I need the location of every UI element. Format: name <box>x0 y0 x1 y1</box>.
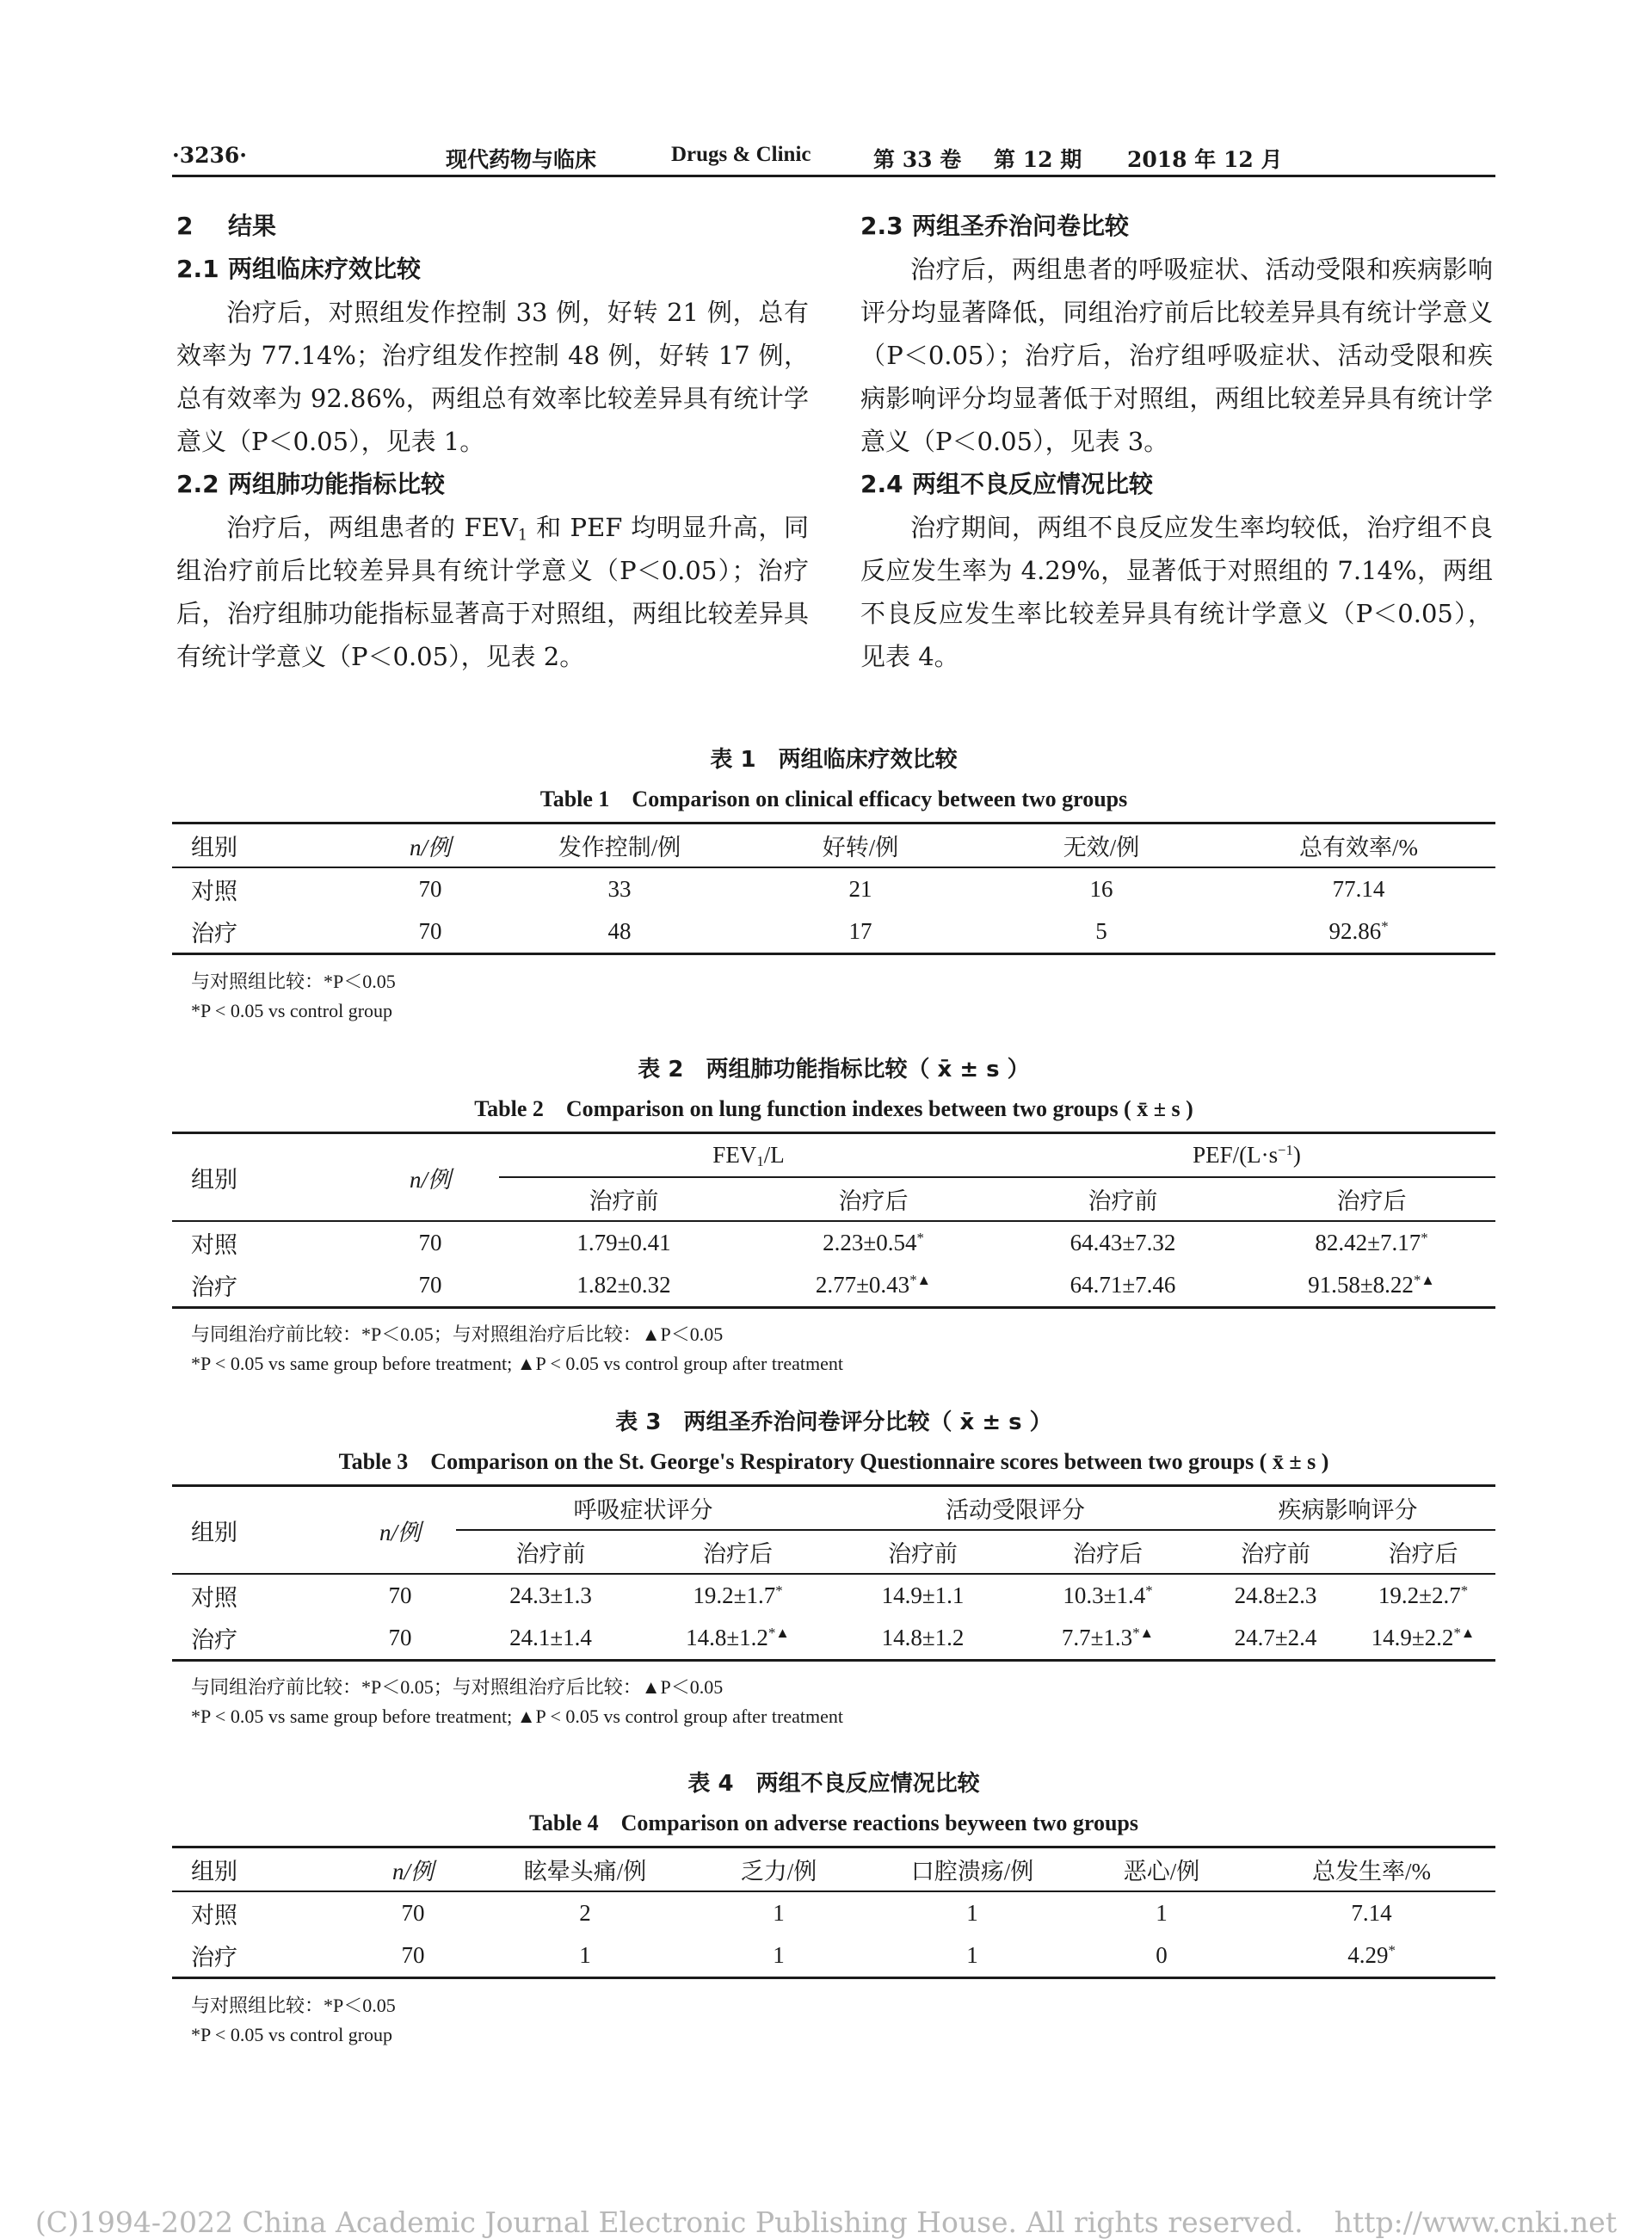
table-row: 治疗 70 24.1±1.4 14.8±1.2*▲ 14.8±1.2 7.7±1.3*▲ 24.7±2.4 14.9±2.2*▲ <box>172 1617 1495 1661</box>
table-header-row: 组别 n/例 呼吸症状评分 活动受限评分 疾病影响评分 <box>172 1486 1495 1531</box>
table-subheader-row: 治疗前 治疗后 治疗前 治疗后 治疗前 治疗后 <box>172 1530 1495 1574</box>
table-row: 对照 70 2 1 1 1 7.14 <box>191 1900 1392 1928</box>
right-column <box>860 205 1493 678</box>
table-subheader-row: 治疗前 治疗后 治疗前 治疗后 <box>172 1177 1495 1221</box>
table1-note-en: *P < 0.05 vs control group <box>191 1000 393 1021</box>
fev1-group-header: $FEV_1/L$ <box>499 1133 998 1178</box>
section-heading: 2.3 两组圣乔治问卷比较 <box>860 212 1130 240</box>
section-heading: 2.2 两组肺功能指标比较 <box>176 470 446 498</box>
table4-caption-en: Table 4 Comparison on adverse reactions beyween two groups <box>528 1810 1139 1835</box>
pef-group-header: PEF/$(L\cdot s^{-1})$ <box>998 1133 1495 1178</box>
table-row: 对照 70 24.3±1.3 19.2±1.7* 14.9±1.1 10.3±1.4* 24.8±2.3 19.2±2.7* <box>191 1582 1469 1611</box>
table4-note-en: *P < 0.05 vs control group <box>191 2024 393 2045</box>
table2-note-en: *P < 0.05 vs same group before treatment; ▲P < 0.05 vs control group after treatment <box>191 1353 843 1374</box>
paragraph: 治疗期间，两组不良反应发生率均较低，治疗组不良反应发生率为 4.29%，显著低于对照组的 7.14%，两组不良反应发生率比较差异具有统计学意义（P＜0.05），见表 4。 <box>860 513 1493 671</box>
cnki-link[interactable]: http://www.cnki.net <box>1334 2205 1618 2239</box>
table2-caption-cn: 表 2 两组肺功能指标比较（ x̄ ± s ） <box>638 1057 1030 1082</box>
table4-caption-cn: 表 4 两组不良反应情况比较 <box>687 1771 980 1797</box>
paragraph: 治疗后，两组患者的呼吸症状、活动受限和疾病影响评分均显著降低，同组治疗前后比较差异具有统计学意义（P＜0.05）；治疗后，治疗组呼吸症状、活动受限和疾病影响评分均显著低于对照组，两组比较差异具有统计学意义（P＜0.05），见表 3。 <box>860 255 1493 456</box>
table1-note-cn: 与对照组比较：*P＜0.05 <box>191 971 396 992</box>
issue: 第 12 期 <box>994 147 1082 172</box>
table1 <box>172 822 1495 955</box>
table1-caption-cn: 表 1 两组临床疗效比较 <box>710 747 958 773</box>
table3-caption-en: Table 3 Comparison on the St. George's Respiratory Questionnaire scores between two groups ( x̄ ± s ) <box>338 1449 1329 1474</box>
left-column <box>176 205 809 678</box>
table-row: 治疗 70 1.82±0.32 2.77±0.43*▲ 64.71±7.46 91.58±8.22*▲ <box>172 1264 1495 1308</box>
section-heading: 2 结果 <box>176 212 277 240</box>
copyright-text: (C)1994-2022 China Academic Journal Electronic Publishing House. All rights reserved. <box>34 2205 1304 2239</box>
table-row: 对照 70 33 21 16 77.14 <box>191 876 1385 904</box>
table2-caption-en: Table 2 Comparison on lung function indexes between two groups ( x̄ ± s ) <box>474 1096 1193 1121</box>
paragraph: 治疗后，两组患者的 $FEV_1$ 和 PEF 均明显升高，同组治疗前后比较差异具有统计学意义（P＜0.05）；治疗后，治疗组肺功能指标显著高于对照组，两组比较差异具有统计学意义（P＜0.05），见表 2。 <box>176 513 809 671</box>
table2 <box>172 1132 1495 1309</box>
issue-date: 2018 年 12 月 <box>1127 147 1283 172</box>
table-header-row: 组别 n/例 眩晕头痛/例 乏力/例 口腔溃疡/例 恶心/例 总发生率/% <box>172 1847 1495 1892</box>
table4-note-cn: 与对照组比较：*P＜0.05 <box>191 1995 396 2016</box>
copyright-footer <box>0 2205 1652 2239</box>
table-row: 治疗 70 1 1 1 0 4.29* <box>172 1934 1495 1978</box>
journal-title-cn: 现代药物与临床 <box>446 147 597 172</box>
table2-note-cn: 与同组治疗前比较：*P＜0.05；与对照组治疗后比较：▲P＜0.05 <box>191 1323 724 1345</box>
table-row: 对照 70 1.79±0.41 2.23±0.54* 64.43±7.32 82.42±7.17* <box>191 1229 1428 1258</box>
impact-group-header: 疾病影响评分 <box>1200 1486 1495 1531</box>
table3-note-cn: 与同组治疗前比较：*P＜0.05；与对照组治疗后比较：▲P＜0.05 <box>191 1676 724 1698</box>
paragraph: 治疗后，对照组发作控制 33 例，好转 21 例，总有效率为 77.14%；治疗组发作控制 48 例，好转 17 例，总有效率为 92.86%，两组总有效率比较差异具有统计学意义（P＜0.05），见表 1。 <box>176 298 809 456</box>
table3-note-en: *P < 0.05 vs same group before treatment; ▲P < 0.05 vs control group after treatment <box>191 1705 843 1727</box>
table3-caption-cn: 表 3 两组圣乔治问卷评分比较（ x̄ ± s ） <box>615 1409 1052 1435</box>
section-heading: 2.1 两组临床疗效比较 <box>176 255 422 283</box>
page-number: ·3236· <box>172 143 247 168</box>
section-heading: 2.4 两组不良反应情况比较 <box>860 470 1154 498</box>
respiratory-group-header: 呼吸症状评分 <box>456 1486 830 1531</box>
activity-group-header: 活动受限评分 <box>830 1486 1200 1531</box>
table-row: 治疗 70 48 17 5 92.86* <box>172 910 1495 954</box>
table-header-row: 组别 n/例 发作控制/例 好转/例 无效/例 总有效率/% <box>172 823 1495 868</box>
volume: 第 33 卷 <box>873 147 962 172</box>
running-header <box>172 138 1495 176</box>
table4 <box>172 1846 1495 1979</box>
table-header-row: 组别 n/例 $FEV_1/L$ PEF/$(L\cdot s^{-1})$ <box>172 1133 1495 1178</box>
header-rule <box>172 175 1495 177</box>
table3 <box>172 1484 1495 1662</box>
journal-title-en: Drugs & Clinic <box>671 143 811 166</box>
table1-caption-en: Table 1 Comparison on clinical efficacy between two groups <box>539 786 1128 811</box>
